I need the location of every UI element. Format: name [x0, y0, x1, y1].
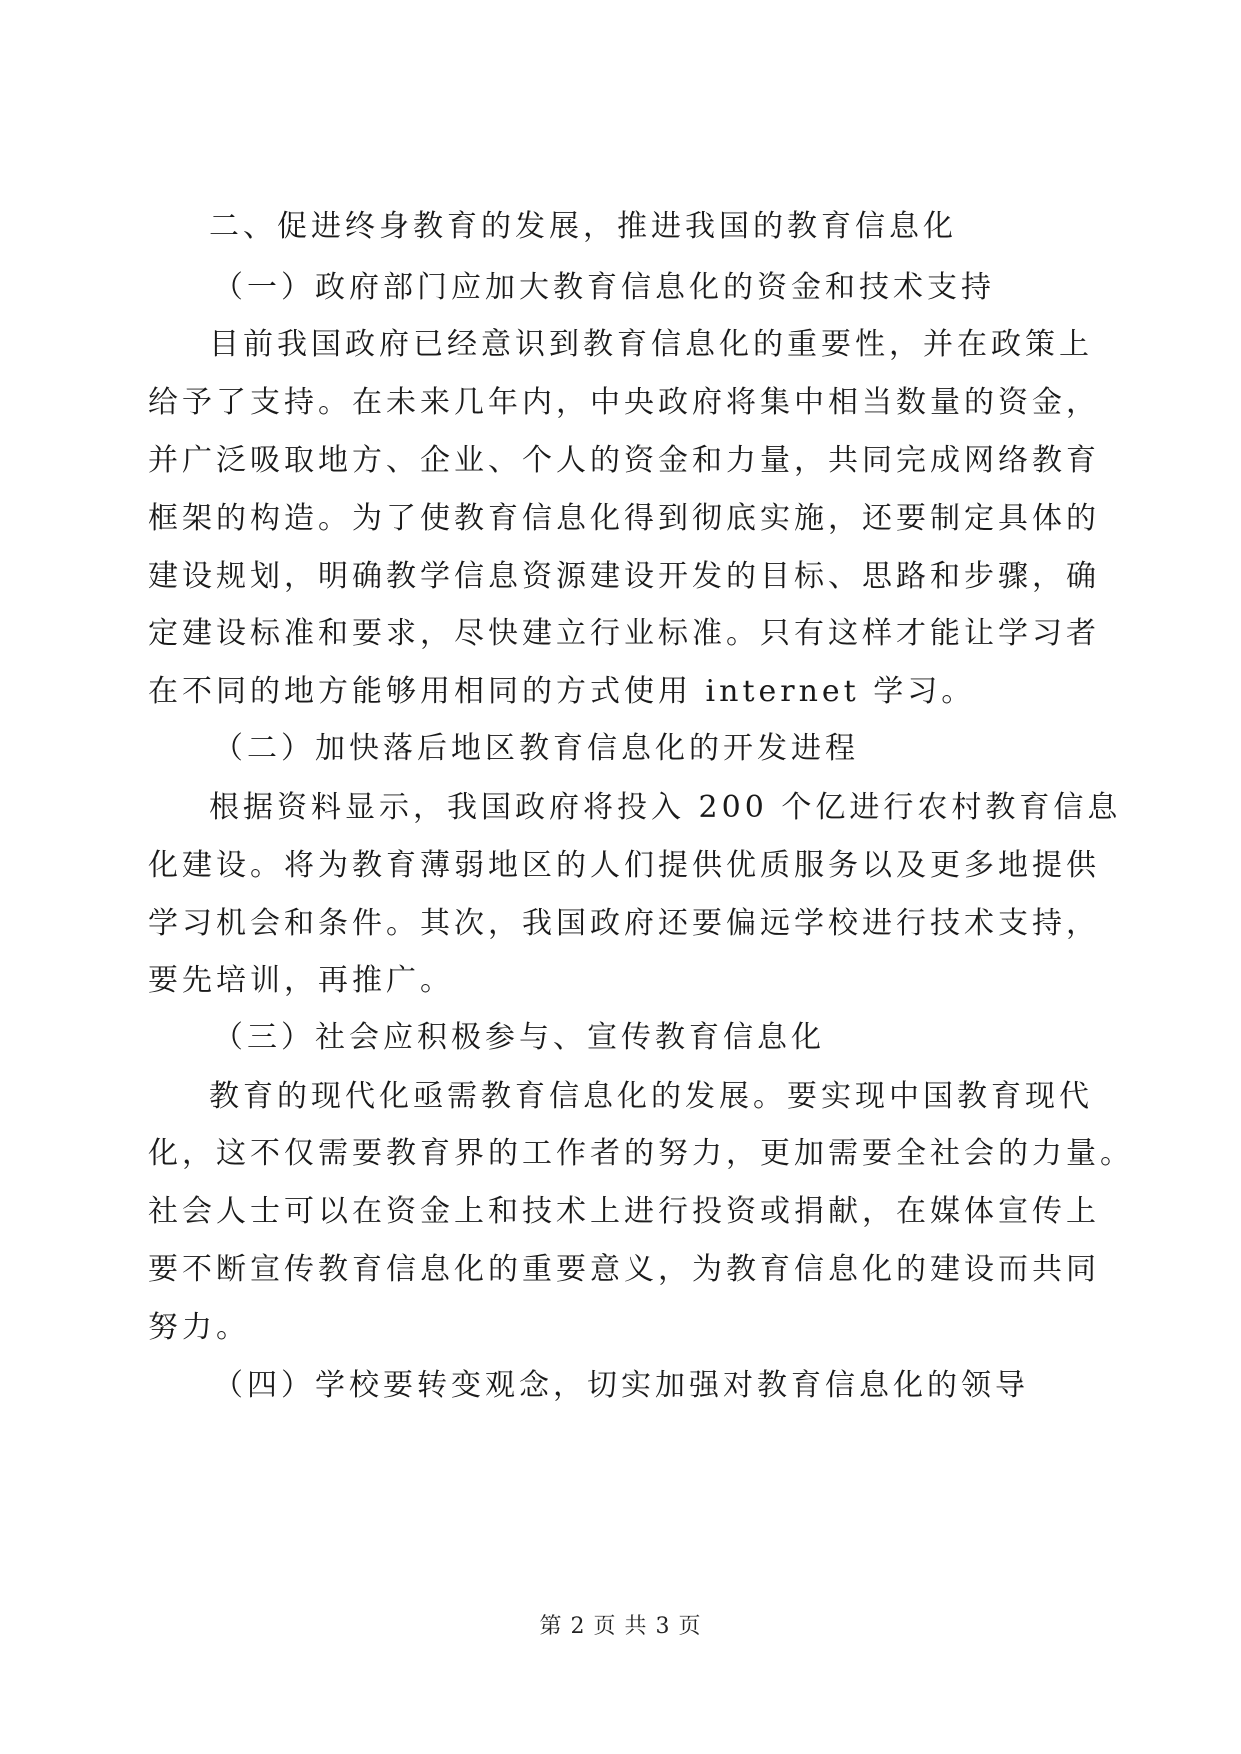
paragraph-line: 建设规划，明确教学信息资源建设开发的目标、思路和步骤，确 [148, 559, 1100, 594]
paragraph-line: 给予了支持。在未来几年内，中央政府将集中相当数量的资金， [148, 385, 1100, 420]
paragraph-line: 定建设标准和要求，尽快建立行业标准。只有这样才能让学习者 [148, 616, 1100, 651]
paragraph-line: 根据资料显示，我国政府将投入 200 个亿进行农村教育信息 [209, 790, 1122, 825]
paragraph-line: 社会人士可以在资金上和技术上进行投资或捐献，在媒体宣传上 [148, 1194, 1100, 1229]
paragraph-line: 学习机会和条件。其次，我国政府还要偏远学校进行技术支持， [148, 906, 1100, 941]
section-heading: 二、促进终身教育的发展，推进我国的教育信息化 [209, 209, 957, 244]
subsection-heading-4: （四）学校要转变观念，切实加强对教育信息化的领导 [213, 1368, 1029, 1403]
paragraph-line: 目前我国政府已经意识到教育信息化的重要性，并在政策上 [209, 327, 1093, 362]
paragraph-line: 并广泛吸取地方、企业、个人的资金和力量，共同完成网络教育 [148, 443, 1100, 478]
paragraph-line: 框架的构造。为了使教育信息化得到彻底实施，还要制定具体的 [148, 501, 1100, 536]
paragraph-line: 要不断宣传教育信息化的重要意义，为教育信息化的建设而共同 [148, 1252, 1100, 1287]
paragraph-line: 要先培训，再推广。 [148, 963, 454, 998]
subsection-heading-3: （三）社会应积极参与、宣传教育信息化 [213, 1020, 825, 1055]
subsection-heading-2: （二）加快落后地区教育信息化的开发进程 [213, 731, 859, 766]
page-footer: 第 2 页 共 3 页 [539, 1614, 702, 1639]
paragraph-line: 努力。 [148, 1310, 250, 1345]
paragraph-line: 教育的现代化亟需教育信息化的发展。要实现中国教育现代 [209, 1079, 1093, 1114]
paragraph-line: 化建设。将为教育薄弱地区的人们提供优质服务以及更多地提供 [148, 848, 1100, 883]
paragraph-line: 化，这不仅需要教育界的工作者的努力，更加需要全社会的力量。 [148, 1136, 1134, 1171]
subsection-heading-1: （一）政府部门应加大教育信息化的资金和技术支持 [213, 270, 995, 305]
paragraph-line: 在不同的地方能够用相同的方式使用 internet 学习。 [148, 674, 976, 709]
